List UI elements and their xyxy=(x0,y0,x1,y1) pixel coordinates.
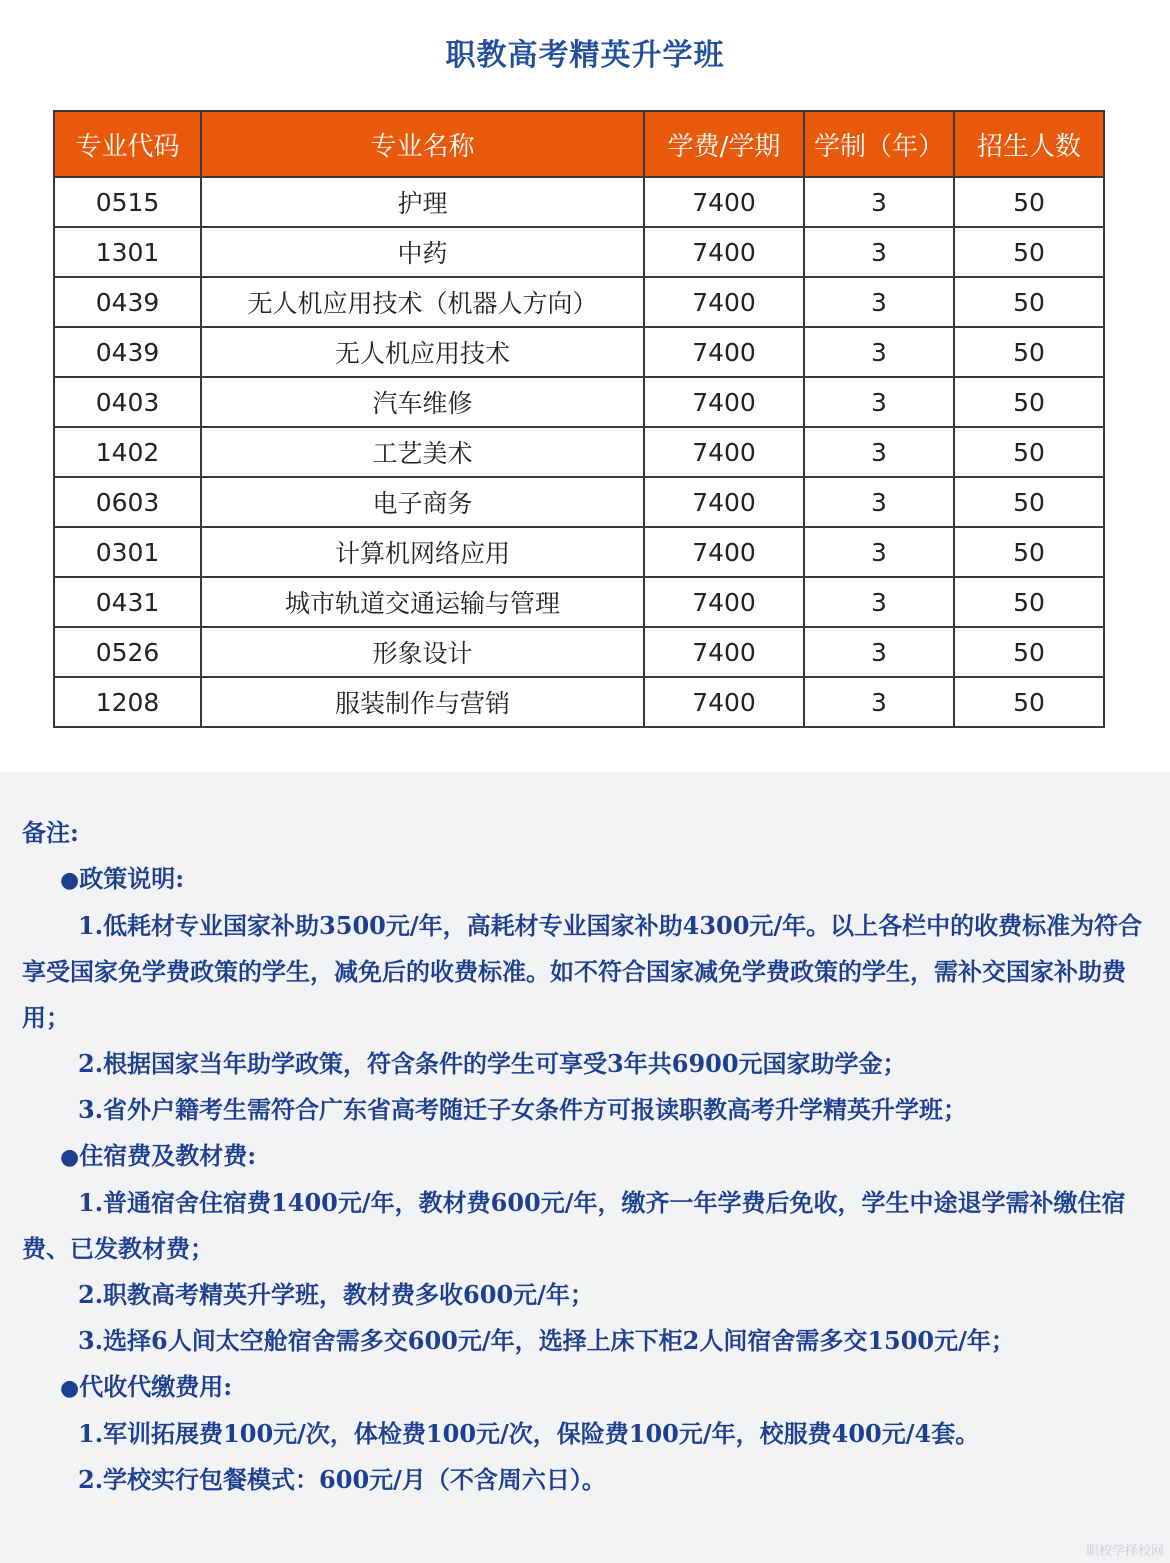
cell-duration: 3 xyxy=(804,627,954,677)
cell-major: 无人机应用技术 xyxy=(201,327,644,377)
page-title: 职教高考精英升学班 xyxy=(445,38,725,73)
note-item: 1.低耗材专业国家补助3500元/年，高耗材专业国家补助4300元/年。以上各栏中的收费标准为符合享受国家免学费政策的学生，减免后的收费标准。如不符合国家减免学费政策的学生，需补交国家补助费用； xyxy=(22,911,1143,1032)
table-row xyxy=(54,277,1104,327)
cell-major: 汽车维修 xyxy=(201,377,644,427)
table-row xyxy=(54,627,1104,677)
bullet-icon: ● xyxy=(60,1144,80,1170)
cell-major: 工艺美术 xyxy=(201,427,644,477)
notes-content xyxy=(22,810,1147,1503)
table-header-row xyxy=(54,111,1104,177)
cell-duration: 3 xyxy=(804,427,954,477)
cell-duration: 3 xyxy=(804,527,954,577)
cell-enrollment: 50 xyxy=(954,377,1104,427)
cell-tuition: 7400 xyxy=(644,577,804,627)
header-code: 专业代码 xyxy=(54,111,201,177)
cell-code: 1208 xyxy=(54,677,201,727)
cell-duration: 3 xyxy=(804,227,954,277)
section-title-lodging: ●住宿费及教材费: xyxy=(60,1141,257,1170)
cell-code: 0439 xyxy=(54,277,201,327)
cell-tuition: 7400 xyxy=(644,327,804,377)
cell-enrollment: 50 xyxy=(954,627,1104,677)
note-item: 3.省外户籍考生需符合广东省高考随迁子女条件方可报读职教高考升学精英升学班； xyxy=(78,1095,968,1124)
note-item: 1.普通宿舍住宿费1400元/年，教材费600元/年，缴齐一年学费后免收，学生中途退学需补缴住宿费、已发教材费； xyxy=(22,1188,1126,1263)
cell-duration: 3 xyxy=(804,327,954,377)
cell-code: 1301 xyxy=(54,227,201,277)
header-enrollment: 招生人数 xyxy=(954,111,1104,177)
fee-table xyxy=(53,110,1105,728)
cell-major: 服装制作与营销 xyxy=(201,677,644,727)
cell-enrollment: 50 xyxy=(954,527,1104,577)
cell-enrollment: 50 xyxy=(954,577,1104,627)
cell-enrollment: 50 xyxy=(954,327,1104,377)
bullet-icon: ● xyxy=(60,1375,80,1401)
cell-code: 0439 xyxy=(54,327,201,377)
table-row xyxy=(54,477,1104,527)
table-row xyxy=(54,577,1104,627)
header-tuition: 学费/学期 xyxy=(644,111,804,177)
bullet-icon: ● xyxy=(60,867,80,893)
cell-tuition: 7400 xyxy=(644,227,804,277)
cell-code: 0526 xyxy=(54,627,201,677)
note-item: 3.选择6人间太空舱宿舍需多交600元/年，选择上床下柜2人间宿舍需多交1500元/年； xyxy=(78,1326,1015,1355)
table-section xyxy=(0,0,1170,772)
table-row xyxy=(54,677,1104,727)
cell-tuition: 7400 xyxy=(644,627,804,677)
cell-duration: 3 xyxy=(804,377,954,427)
cell-major: 无人机应用技术（机器人方向） xyxy=(201,277,644,327)
cell-tuition: 7400 xyxy=(644,527,804,577)
section-title-collection: ●代收代缴费用: xyxy=(60,1372,233,1401)
cell-code: 0301 xyxy=(54,527,201,577)
cell-major: 电子商务 xyxy=(201,477,644,527)
cell-code: 0515 xyxy=(54,177,201,227)
cell-enrollment: 50 xyxy=(954,177,1104,227)
notes-heading: 备注: xyxy=(22,818,79,847)
cell-tuition: 7400 xyxy=(644,427,804,477)
cell-duration: 3 xyxy=(804,177,954,227)
cell-code: 0603 xyxy=(54,477,201,527)
cell-enrollment: 50 xyxy=(954,427,1104,477)
cell-tuition: 7400 xyxy=(644,477,804,527)
note-item: 2.职教高考精英升学班，教材费多收600元/年； xyxy=(78,1280,594,1309)
table-row xyxy=(54,527,1104,577)
cell-enrollment: 50 xyxy=(954,477,1104,527)
cell-code: 0431 xyxy=(54,577,201,627)
cell-enrollment: 50 xyxy=(954,677,1104,727)
table-row xyxy=(54,327,1104,377)
table-row xyxy=(54,377,1104,427)
section-title-policy: ●政策说明: xyxy=(60,864,185,893)
note-item: 2.根据国家当年助学政策，符含条件的学生可享受3年共6900元国家助学金； xyxy=(78,1049,907,1078)
cell-duration: 3 xyxy=(804,277,954,327)
cell-tuition: 7400 xyxy=(644,277,804,327)
table-row xyxy=(54,427,1104,477)
cell-duration: 3 xyxy=(804,477,954,527)
cell-major: 中药 xyxy=(201,227,644,277)
cell-duration: 3 xyxy=(804,677,954,727)
cell-tuition: 7400 xyxy=(644,177,804,227)
table-row xyxy=(54,177,1104,227)
cell-code: 0403 xyxy=(54,377,201,427)
note-item: 1.军训拓展费100元/次，体检费100元/次，保险费100元/年，校服费400元/4套。 xyxy=(78,1419,980,1448)
cell-code: 1402 xyxy=(54,427,201,477)
note-item: 2.学校实行包餐模式：600元/月（不含周六日）。 xyxy=(78,1465,606,1494)
cell-major: 计算机网络应用 xyxy=(201,527,644,577)
cell-major: 形象设计 xyxy=(201,627,644,677)
cell-tuition: 7400 xyxy=(644,377,804,427)
cell-enrollment: 50 xyxy=(954,277,1104,327)
cell-major: 城市轨道交通运输与管理 xyxy=(201,577,644,627)
cell-enrollment: 50 xyxy=(954,227,1104,277)
cell-tuition: 7400 xyxy=(644,677,804,727)
header-major: 专业名称 xyxy=(201,111,644,177)
cell-duration: 3 xyxy=(804,577,954,627)
table-row xyxy=(54,227,1104,277)
watermark: 职校学择校网 xyxy=(1085,1544,1164,1559)
notes-section xyxy=(0,772,1170,1563)
cell-major: 护理 xyxy=(201,177,644,227)
header-duration: 学制（年） xyxy=(804,111,954,177)
